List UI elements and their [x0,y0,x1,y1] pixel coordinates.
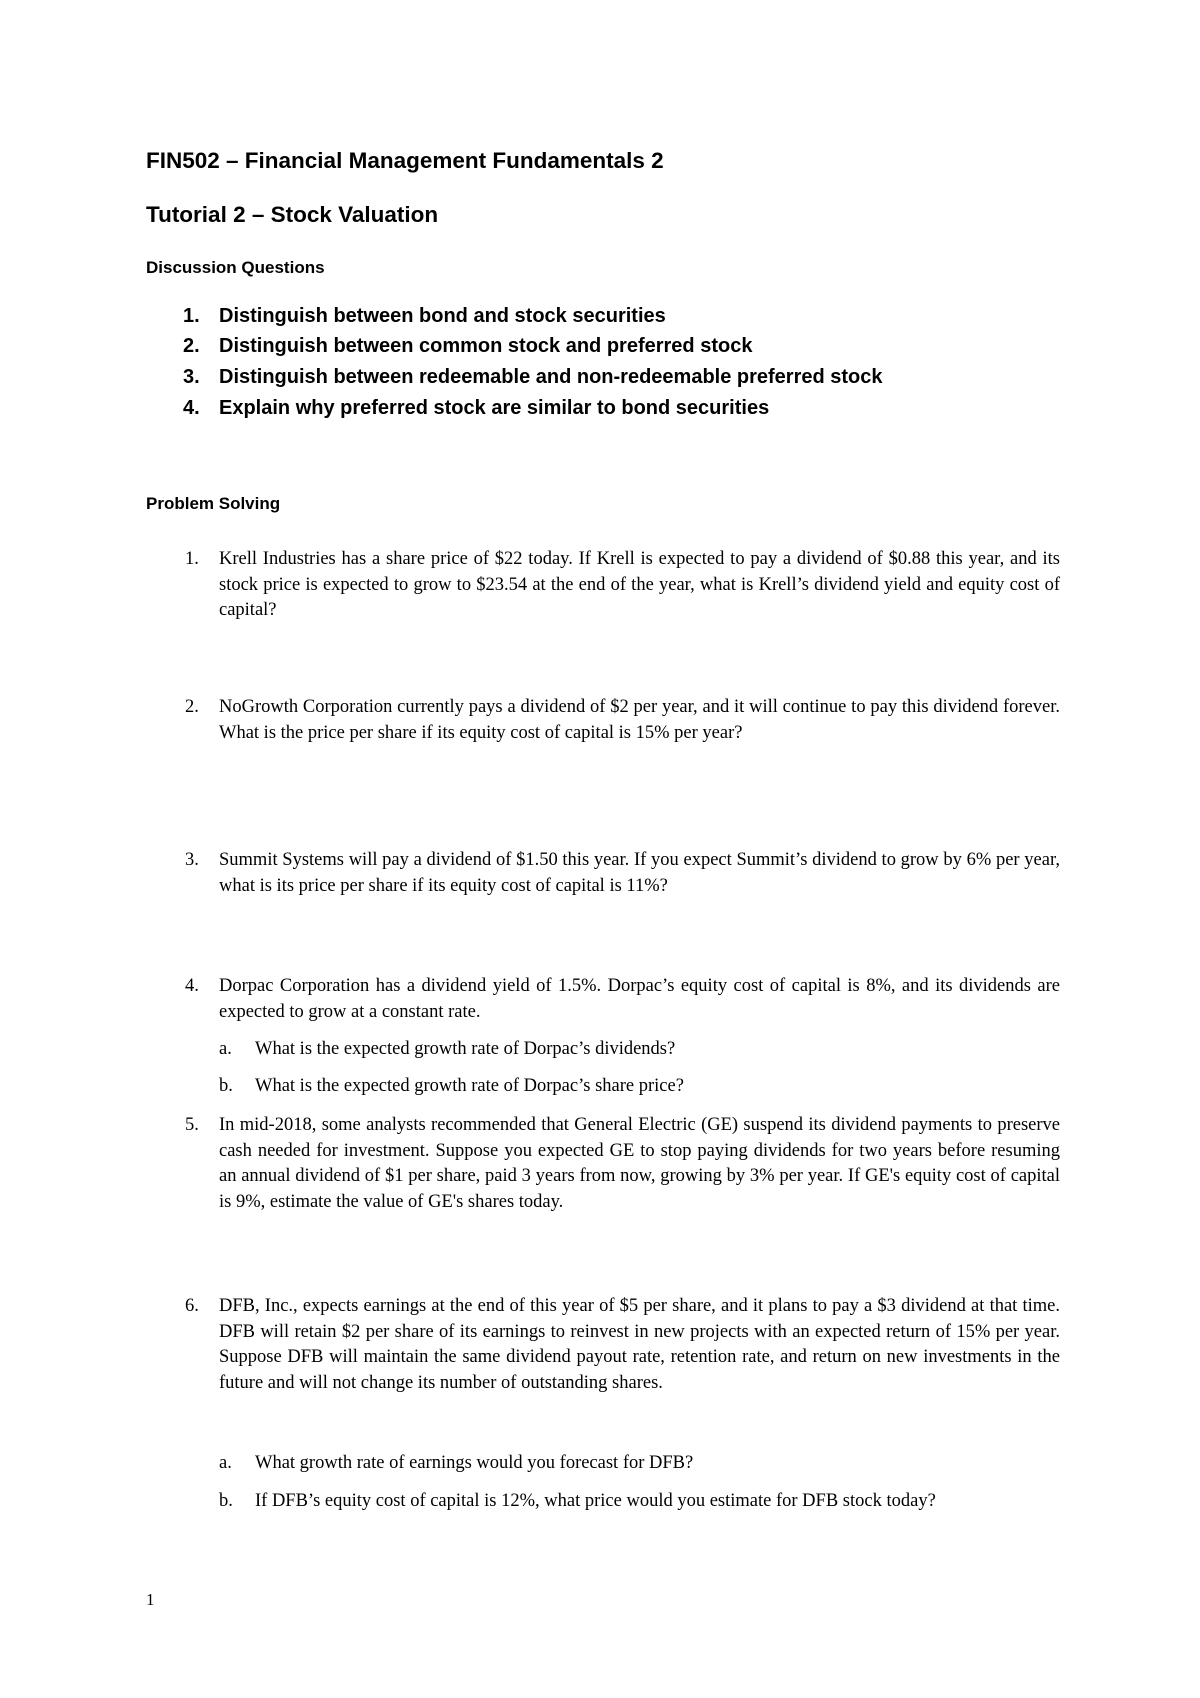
problem-item [185,695,1060,746]
problem-item [185,848,1060,899]
problem-item [185,974,1060,1025]
sub-question-letter: a. [219,1453,232,1473]
question-text: Distinguish between common stock and preferred stock [219,335,753,357]
question-text: Explain why preferred stock are similar to bond securities [219,397,770,419]
sub-question-text: What growth rate of earnings would you forecast for DFB? [255,1453,694,1473]
sub-question-text: If DFB’s equity cost of capital is 12%, what price would you estimate for DFB stock today? [255,1491,936,1511]
question-text: Distinguish between bond and stock securities [219,305,666,327]
sub-question [219,1037,1059,1063]
discussion-question [183,305,666,328]
question-number: 4. [183,397,200,419]
sub-question [219,1489,1059,1515]
discussion-question [183,366,883,389]
sub-question-text: What is the expected growth rate of Dorpac’s dividends? [255,1039,676,1059]
problem-item [185,1294,1060,1396]
problem-text: Krell Industries has a share price of $22 today. If Krell is expected to pay a dividend of $0.88 this year, and its stock price is expected to grow to $23.54 at the end of the year, what is Krell’s dividend yield and equity cost of capital? [219,549,1060,620]
problem-number: 3. [185,850,199,870]
question-number: 1. [183,305,200,327]
sub-question [219,1074,1059,1100]
question-number: 3. [183,366,200,388]
problem-number: 2. [185,697,199,717]
discussion-question [183,397,769,420]
problem-number: 4. [185,976,199,996]
sub-question-text: What is the expected growth rate of Dorpac’s share price? [255,1076,684,1096]
problem-number: 5. [185,1115,199,1135]
question-text: Distinguish between redeemable and non-redeemable preferred stock [219,366,883,388]
problem-text: DFB, Inc., expects earnings at the end of this year of $5 per share, and it plans to pay a $3 dividend at that time. DFB will retain $2 per share of its earnings to reinvest in new projects with an expected return of 15% per year. Suppose DFB will maintain the same dividend payout rate, retention rate, and return on new investments in the future and will not change its number of outstanding shares. [219,1296,1060,1393]
problem-item [185,547,1060,624]
sub-question [219,1451,1059,1477]
problem-text: Dorpac Corporation has a dividend yield of 1.5%. Dorpac’s equity cost of capital is 8%, and its dividends are expected to grow at a constant rate. [219,976,1060,1022]
problem-solving-heading: Problem Solving [146,494,281,513]
sub-question-letter: b. [219,1076,233,1096]
discussion-question [183,335,752,358]
sub-question-letter: b. [219,1491,233,1511]
problem-number: 1. [185,549,199,569]
problem-text: NoGrowth Corporation currently pays a dividend of $2 per year, and it will continue to pay this dividend forever. What is the price per share if its equity cost of capital is 15% per year? [219,697,1060,743]
problem-item [185,1113,1060,1215]
problem-text: Summit Systems will pay a dividend of $1.50 this year. If you expect Summit’s dividend to grow by 6% per year, what is its price per share if its equity cost of capital is 11%? [219,850,1060,896]
tutorial-subtitle: Tutorial 2 – Stock Valuation [146,202,439,227]
question-number: 2. [183,335,200,357]
problem-text: In mid-2018, some analysts recommended that General Electric (GE) suspend its dividend payments to preserve cash needed for investment. Suppose you expected GE to stop paying dividends for two years before resuming an annual dividend of $1 per share, paid 3 years from now, growing by 3% per year. If GE's equity cost of capital is 9%, estimate the value of GE's shares today. [219,1115,1060,1212]
document-title: FIN502 – Financial Management Fundamentals 2 [146,148,664,173]
page-number: 1 [146,1590,155,1609]
problem-number: 6. [185,1296,199,1316]
sub-question-letter: a. [219,1039,232,1059]
discussion-heading: Discussion Questions [146,258,325,277]
